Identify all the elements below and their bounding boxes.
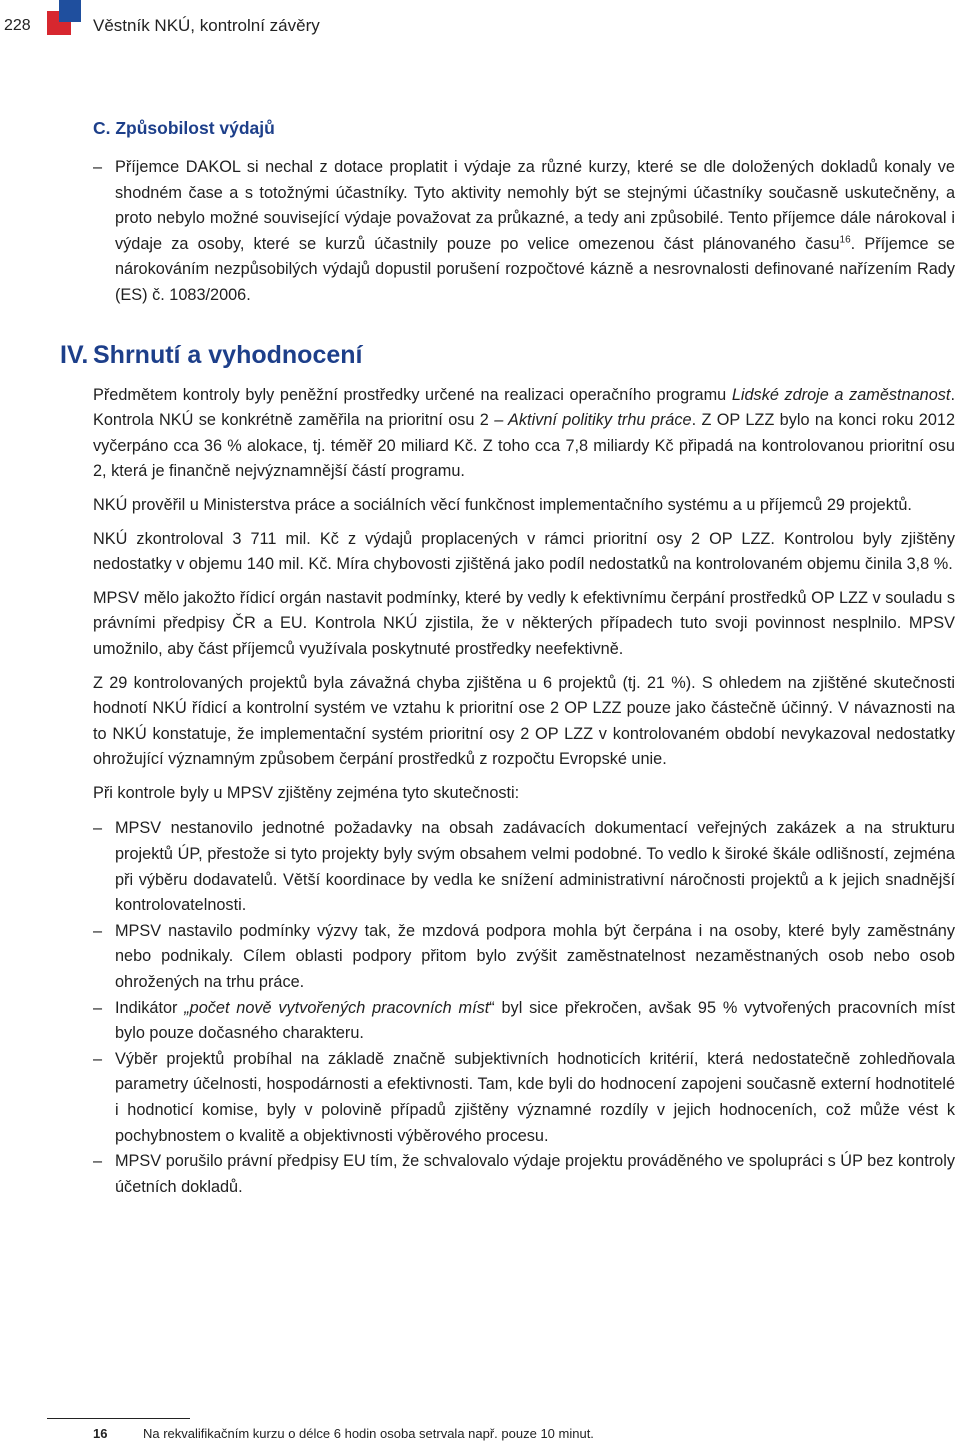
italic-program-name: Lidské zdroje a zaměstnanost (731, 385, 951, 404)
list-item (93, 919, 955, 996)
section-iv-heading (60, 339, 955, 371)
findings-list (93, 816, 955, 1200)
footnote-divider (47, 1418, 190, 1419)
list-item-text: MPSV nastavilo podmínky výzvy tak, že mzdová podpora mohla být čerpána i na osoby, které byly zaměstnány nebo podnikaly. Cílem oblasti podpory přitom bylo zvýšit zaměstnatelnost nezaměstnaných osob nebo osob ohrožených na trhu práce. (115, 921, 955, 992)
dash-marker: – (93, 1049, 103, 1068)
nku-logo (47, 0, 81, 36)
logo-blue-square (59, 0, 81, 22)
paragraph: MPSV mělo jakožto řídicí orgán nastavit podmínky, které by vedly k efektivnímu čerpání prostředků OP LZZ v souladu s právními předpisy ČR a EU. Kontrola NKÚ zjistila, že v některých případech tuto svoji povinnost nesplnilo. MPSV umožnilo, aby část příjemců využívala poskytnuté prostředky neefektivně. (93, 588, 955, 658)
text-run: Předmětem kontroly byly peněžní prostředky určené na realizaci operačního programu (93, 385, 732, 404)
running-header-title: Věstník NKÚ, kontrolní závěry (93, 16, 320, 35)
dash-marker: – (93, 921, 103, 940)
list-item-text: Indikátor (115, 998, 185, 1017)
dash-marker: – (93, 158, 103, 176)
footnote-reference[interactable]: 16 (839, 234, 851, 246)
list-item (93, 1149, 955, 1200)
dash-marker: – (93, 998, 103, 1017)
paragraph: Při kontrole byly u MPSV zjištěny zejména tyto skutečnosti: (93, 783, 520, 802)
paragraph: NKÚ prověřil u Ministerstva práce a sociálních věcí funkčnost implementačního systému a u příjemců 29 projektů. (93, 495, 912, 514)
list-item-text: MPSV porušilo právní předpisy EU tím, že schvalovalo výdaje projektu prováděného ve spolupráci s ÚP bez kontroly účetních dokladů. (115, 1152, 955, 1196)
paragraph: Z 29 kontrolovaných projektů byla závažná chyba zjištěna u 6 projektů (tj. 21 %). S ohledem na zjištěné skutečnosti hodnotí NKÚ řídicí a kontrolní systém ve vztahu k prioritní ose 2 OP LZZ pouze jako částečně účinný. V návaznosti na to NKÚ konstatuje, že implementační systém prioritní osy 2 OP LZZ v kontrolovaném období nevykazoval nedostatky ohrožující významným způsobem čerpání prostředků z rozpočtu Evropské unie. (93, 673, 955, 769)
section-c-heading: C. Způsobilost výdajů (93, 118, 275, 138)
list-item (93, 816, 955, 918)
page-body (60, 116, 956, 1200)
section-title: Shrnutí a vyhodnocení (93, 340, 363, 369)
dash-marker: – (93, 819, 103, 838)
list-item (93, 155, 955, 309)
paragraph (93, 383, 955, 485)
list-item (93, 996, 955, 1047)
list-item-text-end: “ byl sice překročen, avšak 95 % vytvořených pracovních míst bylo pouze dočasného charakteru. (115, 998, 955, 1043)
section-c-list (93, 155, 955, 309)
section-number: IV. (60, 340, 89, 369)
dash-marker: – (93, 1152, 103, 1171)
italic-indicator-name: „počet nově vytvořených pracovních míst (184, 998, 490, 1017)
list-item-text: Příjemce DAKOL si nechal z dotace proplatit i výdaje za různé kurzy, které se dle doložených dokladů konaly ve shodném čase a s totožnými účastníky. Tyto aktivity nemohly být se stejnými účastníky současně uskutečněny, a proto nebylo možné související výdaje považovat za průkazné, a tedy ani způsobilé. Tento příjemce dále nárokoval i výdaje za osoby, které se kurzů účastnily pouze po velice omezenou část plánovaného času (115, 158, 955, 253)
list-item-text-end: . Příjemce se nárokováním nezpůsobilých výdajů dopustil porušení rozpočtové kázně a nesrovnalosti definované nařízením Rady (ES) č. 1083/2006. (115, 234, 955, 304)
list-item-text: MPSV nestanovilo jednotné požadavky na obsah zadávacích dokumentací veřejných zakázek a na strukturu projektů ÚP, přestože si tyto projekty byly svým obsahem velmi podobné. To vedlo k široké škále odlišností, zejména při výběru dodavatelů. Větší koordinace by vedla ke snížení administrativní náročnosti projektů a k jejich snadnější kontrolovatelnosti. (115, 819, 955, 915)
page-number: 228 (4, 17, 31, 34)
list-item-text: Výběr projektů probíhal na základě značně subjektivních hodnoticích kritérií, která nedostatečně zohledňovala parametry účelnosti, hospodárnosti a efektivnosti. Tam, kde byli do hodnocení zapojeni současně externí hodnotitelé i hodnoticí komise, byly v polovině případů zjištěny významné rozdíly v jejich hodnoceních, což může vést k pochybnostem o kvalitě a objektivnosti výběrového procesu. (115, 1049, 955, 1145)
text-run: . Kontrola NKÚ se konkrétně zaměřila na prioritní osu 2 (93, 385, 955, 430)
text-run: . Z OP LZZ bylo na konci roku 2012 vyčerpáno cca 36 % alokace, tj. téměř 20 miliard Kč. Z toho cca 7,8 miliardy Kč připadá na kontrolovanou prioritní osu 2, která je finančně nejvýznamnější částí programu. (93, 411, 956, 481)
footnote-text: Na rekvalifikačním kurzu o délce 6 hodin osoba setrvala např. pouze 10 minut. (143, 1426, 594, 1441)
list-item (93, 1047, 955, 1149)
italic-axis-name: – Aktivní politiky trhu práce (494, 411, 692, 430)
footnote-number: 16 (93, 1426, 108, 1441)
paragraph: NKÚ zkontroloval 3 711 mil. Kč z výdajů proplacených v rámci prioritní osy 2 OP LZZ. Kontrolou byly zjištěny nedostatky v objemu 140 mil. Kč. Míra chybovosti zjištěná jako podíl nedostatků na kontrolovaném objemu činila 3,8 %. (93, 529, 955, 574)
